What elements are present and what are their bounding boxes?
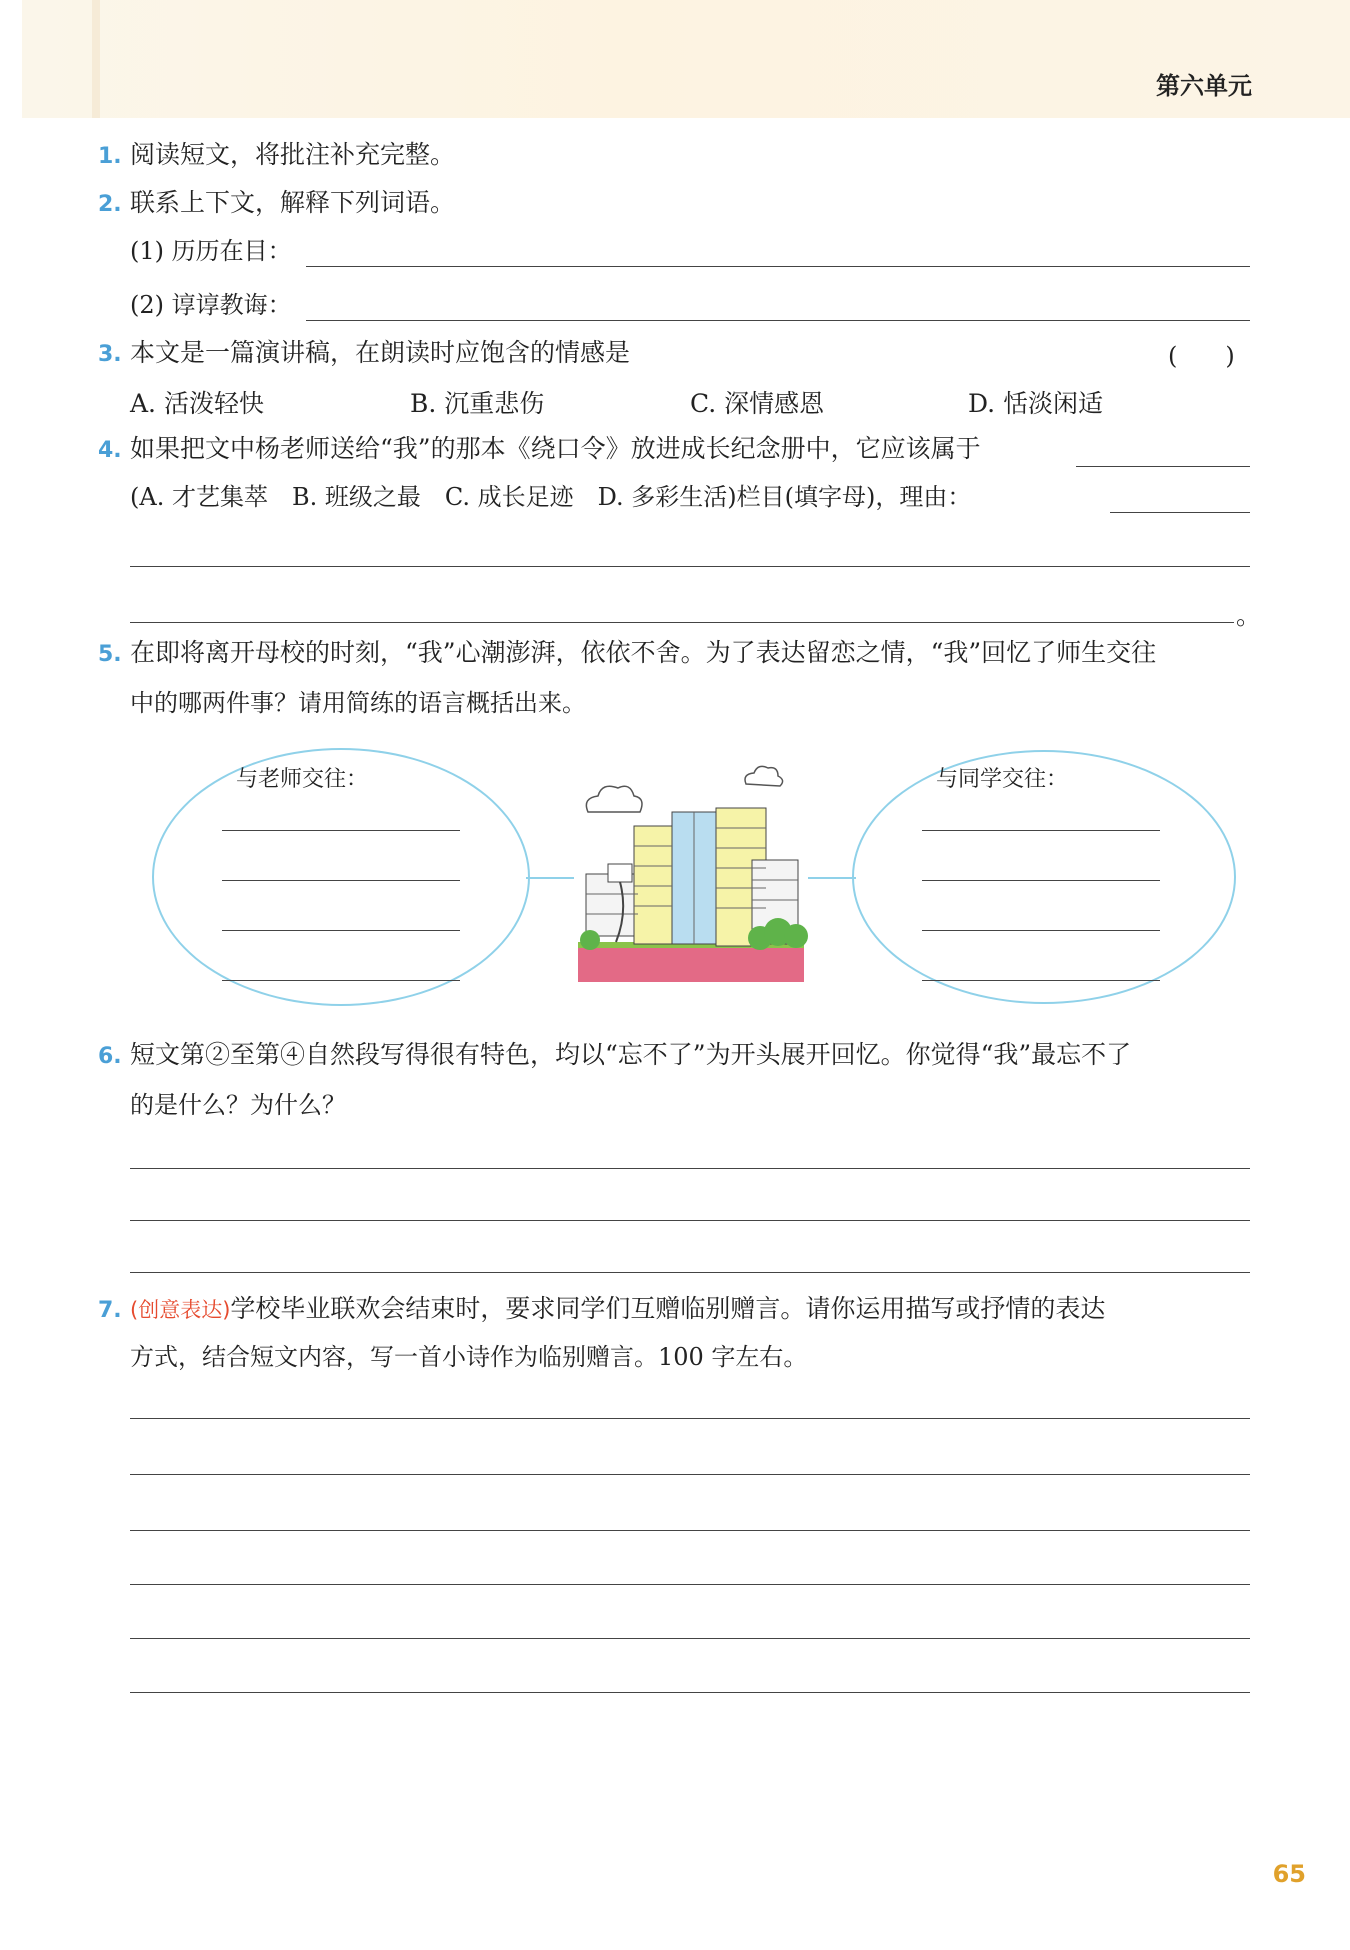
question-text: 学校毕业联欢会结束时，要求同学们互赠临别赠言。请你运用描写或抒情的表达 xyxy=(230,1294,1106,1323)
question-text-cont: 的是什么？为什么？ xyxy=(130,1091,346,1119)
school-building-illustration xyxy=(526,756,856,982)
question-number: 2. xyxy=(98,192,122,217)
answer-parentheses[interactable]: ( ) xyxy=(1168,342,1235,370)
classmate-answer-line[interactable] xyxy=(922,980,1160,981)
header-band xyxy=(22,0,1350,118)
question-text-cont: 方式，结合短文内容，写一首小诗作为临别赠言。100 字左右。 xyxy=(130,1343,808,1371)
question-1 xyxy=(98,138,455,174)
question-text-cont: 中的哪两件事？请用简练的语言概括出来。 xyxy=(130,689,586,717)
q6-answer-line[interactable] xyxy=(130,1220,1250,1221)
teacher-answer-line[interactable] xyxy=(222,880,460,881)
question-3 xyxy=(98,336,630,372)
question-number: 1. xyxy=(98,144,122,169)
q4-options-text: (A. 才艺集萃 B. 班级之最 C. 成长足迹 D. 多彩生活)栏目(填字母)，理由： xyxy=(130,483,972,511)
q7-answer-line[interactable] xyxy=(130,1638,1250,1639)
header-accent xyxy=(92,0,100,118)
teacher-answer-line[interactable] xyxy=(222,930,460,931)
question-4 xyxy=(98,432,981,468)
q4-reason-line[interactable] xyxy=(130,566,1250,567)
question-number: 6. xyxy=(98,1044,122,1069)
q6-answer-line[interactable] xyxy=(130,1272,1250,1273)
question-number: 4. xyxy=(98,438,122,463)
q2-sub2-answer-line[interactable] xyxy=(306,320,1250,321)
classmate-label: 与同学交往： xyxy=(936,767,1069,792)
option-d[interactable]: D. 恬淡闲适 xyxy=(968,389,1104,418)
q7-answer-line[interactable] xyxy=(130,1418,1250,1419)
q2-sub1-label: (1) 历历在目： xyxy=(130,237,292,265)
option-b[interactable]: B. 沉重悲伤 xyxy=(410,389,545,418)
q6-answer-line[interactable] xyxy=(130,1168,1250,1169)
question-text: 如果把文中杨老师送给“我”的那本《绕口令》放进成长纪念册中，它应该属于 xyxy=(130,434,981,463)
q7-answer-line[interactable] xyxy=(130,1530,1250,1531)
q7-answer-line[interactable] xyxy=(130,1474,1250,1475)
teacher-answer-line[interactable] xyxy=(222,980,460,981)
classmate-answer-line[interactable] xyxy=(922,830,1160,831)
q7-answer-line[interactable] xyxy=(130,1584,1250,1585)
q4-answer-line[interactable] xyxy=(1076,466,1250,467)
question-5 xyxy=(98,636,1156,672)
unit-title: 第六单元 xyxy=(1156,72,1252,100)
q4-reason-line[interactable] xyxy=(1110,512,1250,513)
question-7 xyxy=(98,1292,1105,1328)
question-text: 短文第②至第④自然段写得很有特色，均以“忘不了”为开头展开回忆。你觉得“我”最忘不了 xyxy=(130,1040,1132,1069)
teacher-label: 与老师交往： xyxy=(236,767,369,792)
question-2 xyxy=(98,186,455,222)
question-text: 在即将离开母校的时刻，“我”心潮澎湃，依依不舍。为了表达留恋之情，“我”回忆了师生交往 xyxy=(130,638,1157,667)
q7-answer-line[interactable] xyxy=(130,1692,1250,1693)
teacher-answer-line[interactable] xyxy=(222,830,460,831)
question-number: 3. xyxy=(98,342,122,367)
question-number: 7. xyxy=(98,1298,122,1323)
classmate-answer-line[interactable] xyxy=(922,930,1160,931)
period-mark: 。 xyxy=(1236,601,1262,630)
classmate-answer-line[interactable] xyxy=(922,880,1160,881)
question-text: 阅读短文，将批注补充完整。 xyxy=(130,140,456,169)
question-6 xyxy=(98,1038,1131,1074)
q4-reason-line[interactable] xyxy=(130,622,1234,623)
question-text: 本文是一篇演讲稿，在朗读时应饱含的情感是 xyxy=(130,338,631,367)
creative-expression-tag: (创意表达) xyxy=(130,1298,231,1322)
option-a[interactable]: A. 活泼轻快 xyxy=(130,389,264,418)
q2-sub1-answer-line[interactable] xyxy=(306,266,1250,267)
page-number: 65 xyxy=(1272,1860,1306,1888)
option-c[interactable]: C. 深情感恩 xyxy=(690,389,825,418)
question-text: 联系上下文，解释下列词语。 xyxy=(130,188,456,217)
question-number: 5. xyxy=(98,642,122,667)
q2-sub2-label: (2) 谆谆教诲： xyxy=(130,291,292,319)
